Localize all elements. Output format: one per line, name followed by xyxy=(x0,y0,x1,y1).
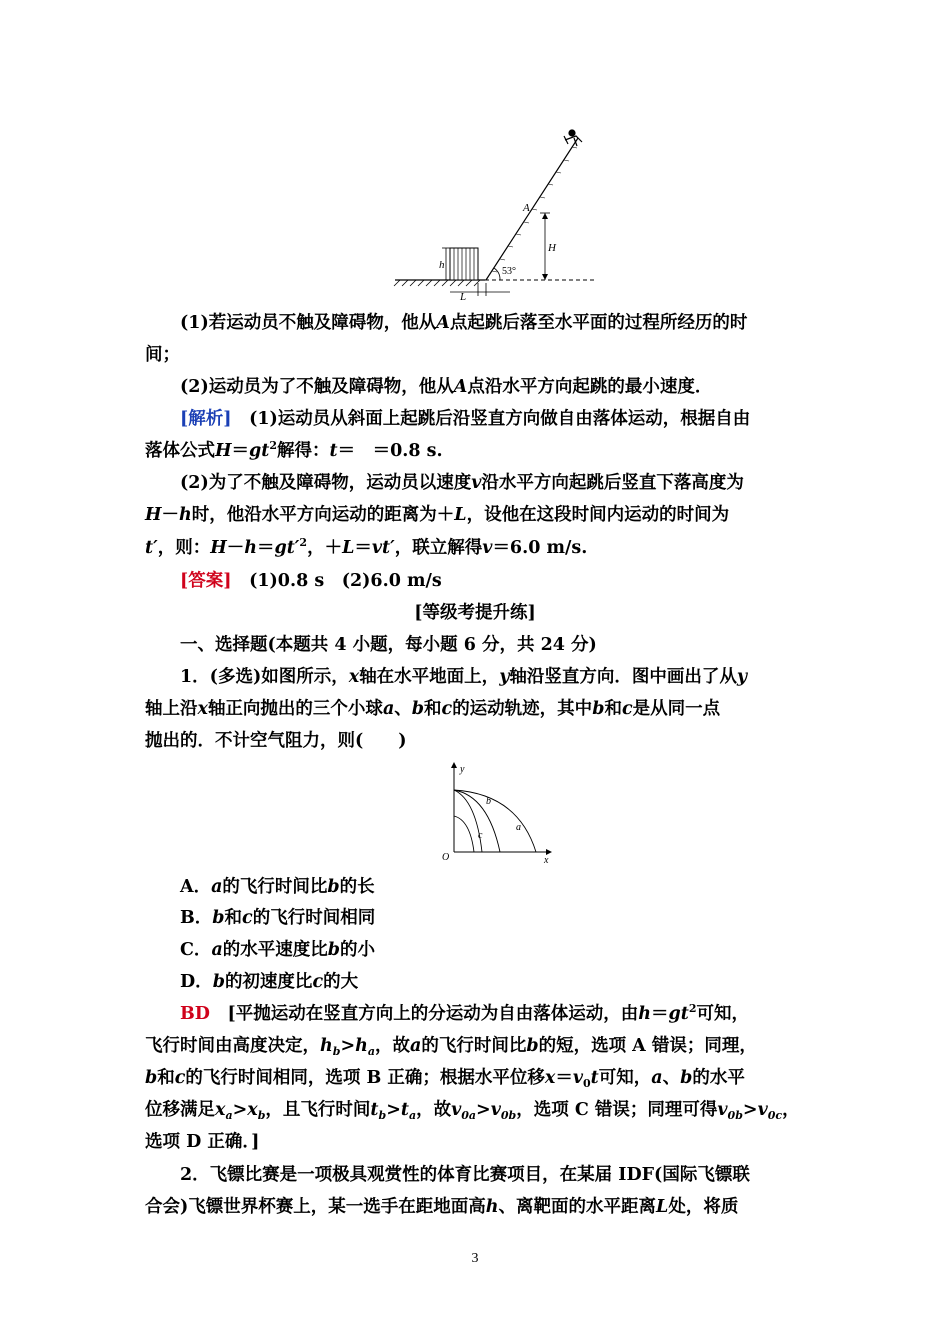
axis-x-label: x xyxy=(544,855,549,865)
option-d: D．b的初速度比c的大 xyxy=(180,972,359,992)
solution-line-3: b和c的飞行时间相同，选项 B 正确；根据水平位移$x=v_0t$可知，a、b的水平 xyxy=(145,1068,745,1090)
solution-line-5: 选项 D 正确．] xyxy=(145,1132,260,1152)
label-A: A xyxy=(523,202,530,214)
page-number: 3 xyxy=(471,1251,479,1266)
answer-tag: [答案] xyxy=(180,571,232,591)
label-a: a xyxy=(516,822,521,833)
question-part-1: (1)若运动员不触及障碍物，他从A点起跳后落至水平面的过程所经历的时 xyxy=(180,313,748,333)
axis-y-label: y xyxy=(460,764,465,775)
q1-line-1: 1．(多选)如图所示，x轴在水平地面上，y轴沿竖直方向．图中画出了从y xyxy=(180,667,748,687)
analysis-line-2: 落体公式$H=gt^2$解得：t＝ ＝0.8 s. xyxy=(145,439,443,461)
solution-line-1: BD [平抛运动在竖直方向上的分运动为自由落体运动，由$h=gt^2$可知， xyxy=(180,1002,749,1024)
part-title: 一、选择题(本题共 4 小题，每小题 6 分，共 24 分) xyxy=(180,635,597,655)
label-h: h xyxy=(439,259,445,271)
analysis-tag: [解析] xyxy=(180,409,232,429)
analysis-line-3: (2)为了不触及障碍物，运动员以速度v沿水平方向起跳后竖直下落高度为 xyxy=(180,473,744,493)
option-c: C．a的水平速度比b的小 xyxy=(180,940,376,960)
q1-line-2: 轴上沿x轴正向抛出的三个小球a、b和c的运动轨迹，其中b和c是从同一点 xyxy=(145,699,721,719)
curve-a xyxy=(454,790,536,852)
curve-low xyxy=(454,816,474,852)
solution-line-4: 位移满足$x_a>x_b$，且飞行时间$t_b>t_a$，故$v_{0a}>v_{0b}$，选项 C 错误；同理可得$v_{0b}>v_{0c}$， xyxy=(145,1100,800,1122)
curve-c xyxy=(454,790,482,852)
question-part-2: (2)运动员为了不触及障碍物，他从A点沿水平方向起跳的最小速度． xyxy=(180,377,713,397)
label-L: L xyxy=(460,291,467,303)
angle-label: 53° xyxy=(502,266,516,277)
slope-figure xyxy=(390,120,600,305)
q2-line-1: 2．飞镖比赛是一项极具观赏性的体育比赛项目，在某届 IDF(国际飞镖联 xyxy=(180,1165,750,1185)
label-b: b xyxy=(486,796,491,807)
origin-label: O xyxy=(442,852,450,863)
answer-line: [答案] (1)0.8 s (2)6.0 m/s xyxy=(180,571,442,591)
analysis-line-5: t′，则：$H-h=gt'^2$，＋L＝vt′，联立解得v＝6.0 m/s. xyxy=(145,536,588,558)
label-H: H xyxy=(548,242,556,254)
solution-line-2: 飞行时间由高度决定，$h_b>h_a$，故a的飞行时间比b的短，选项 A 错误；同理， xyxy=(145,1036,757,1058)
trajectory-figure xyxy=(438,760,558,865)
question-part-1-cont: 间； xyxy=(145,345,180,365)
option-a: A．a的飞行时间比b的长 xyxy=(180,877,375,897)
q1-line-3: 抛出的．不计空气阻力，则( ) xyxy=(145,731,407,751)
q2-line-2: 合会)飞镖世界杯赛上，某一选手在距地面高h、离靶面的水平距离L处，将质 xyxy=(145,1197,739,1217)
skier-icon xyxy=(564,130,582,146)
label-c: c xyxy=(478,830,483,841)
solution-tag: BD xyxy=(180,1004,210,1024)
analysis-line-4: H－h时，他沿水平方向运动的距离为＋L，设他在这段时间内运动的时间为 xyxy=(145,505,730,525)
option-b: B．b和c的飞行时间相同 xyxy=(180,908,376,928)
analysis-line-1: [解析] (1)运动员从斜面上起跳后沿竖直方向做自由落体运动，根据自由 xyxy=(180,409,751,429)
section-title: [等级考提升练] xyxy=(414,603,536,623)
